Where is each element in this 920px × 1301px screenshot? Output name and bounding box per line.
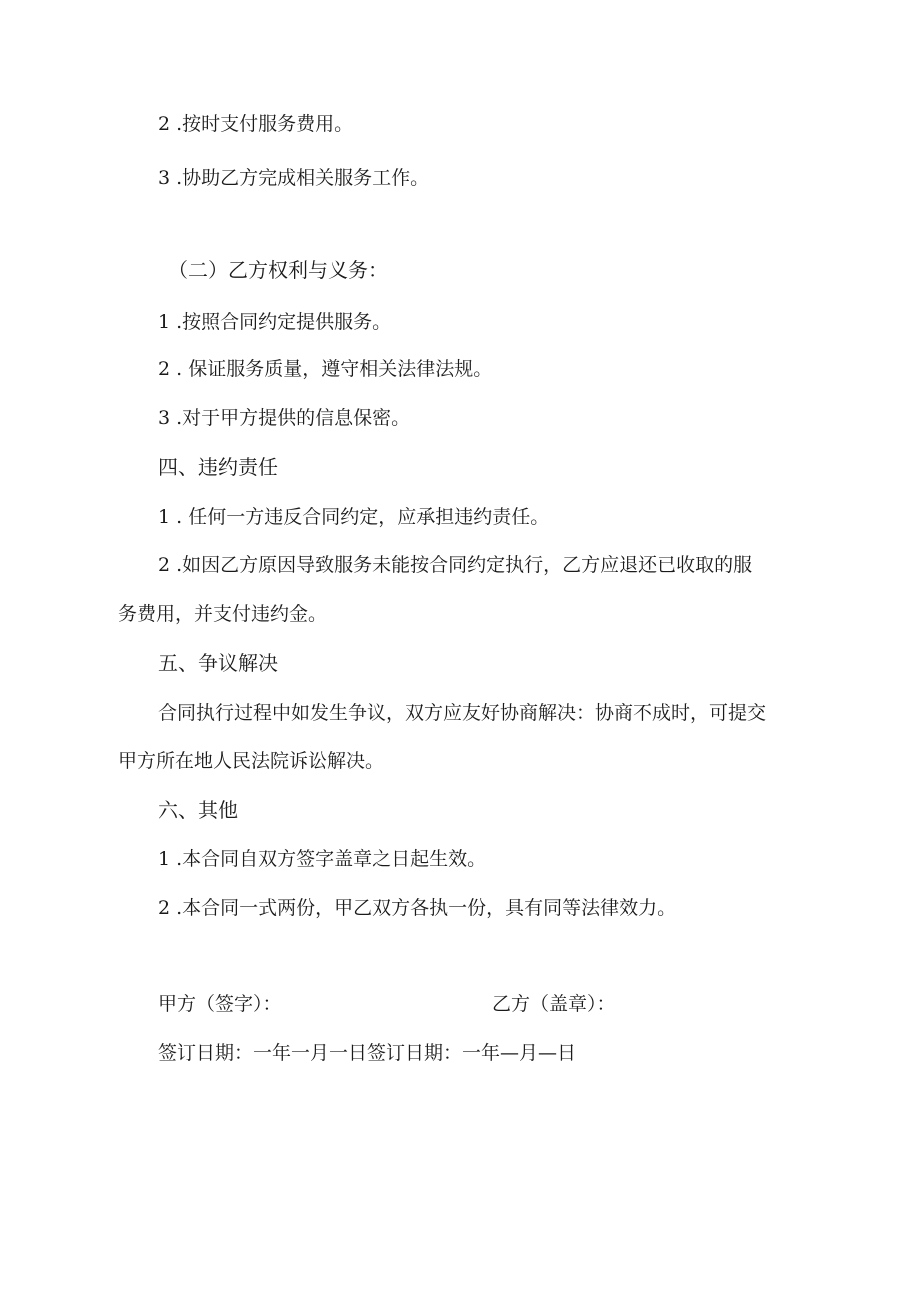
section-5-body-line-1: 合同执行过程中如发生争议，双方应友好协商解决：协商不成时，可提交 (158, 702, 767, 724)
party-b-heading: （二）乙方权利与义务： (168, 258, 388, 282)
section-6-item-2: 2 .本合同一式两份，甲乙双方各执一份，具有同等法律效力。 (158, 897, 677, 919)
section-6-item-1: 1 .本合同自双方签字盖章之日起生效。 (158, 848, 487, 870)
section-4-heading: 四、违约责任 (158, 455, 278, 479)
section-4-item-2-line-1: 2 .如因乙方原因导致服务未能按合同约定执行，乙方应退还已收取的服 (158, 554, 753, 576)
party-a-signature-label: 甲方（签字）： (158, 993, 282, 1015)
party-a-item-3: 3 .协助乙方完成相关服务工作。 (158, 167, 430, 189)
party-b-item-3: 3 .对于甲方提供的信息保密。 (158, 407, 411, 429)
section-6-heading: 六、其他 (158, 798, 238, 822)
section-5-body-line-2: 甲方所在地人民法院诉讼解决。 (118, 750, 385, 772)
section-4-item-2-line-2: 务费用，并支付违约金。 (118, 603, 328, 625)
party-b-seal-label: 乙方（盖章）： (492, 993, 616, 1015)
signing-dates-line: 签订日期：一年一月一日签订日期：一年—月—日 (158, 1042, 577, 1064)
section-5-heading: 五、争议解决 (158, 651, 278, 675)
party-b-item-1: 1 .按照合同约定提供服务。 (158, 311, 392, 333)
section-4-item-1: 1 . 任何一方违反合同约定，应承担违约责任。 (158, 506, 550, 528)
party-a-item-2: 2 .按时支付服务费用。 (158, 113, 354, 135)
party-b-item-2: 2 . 保证服务质量，遵守相关法律法规。 (158, 358, 493, 380)
